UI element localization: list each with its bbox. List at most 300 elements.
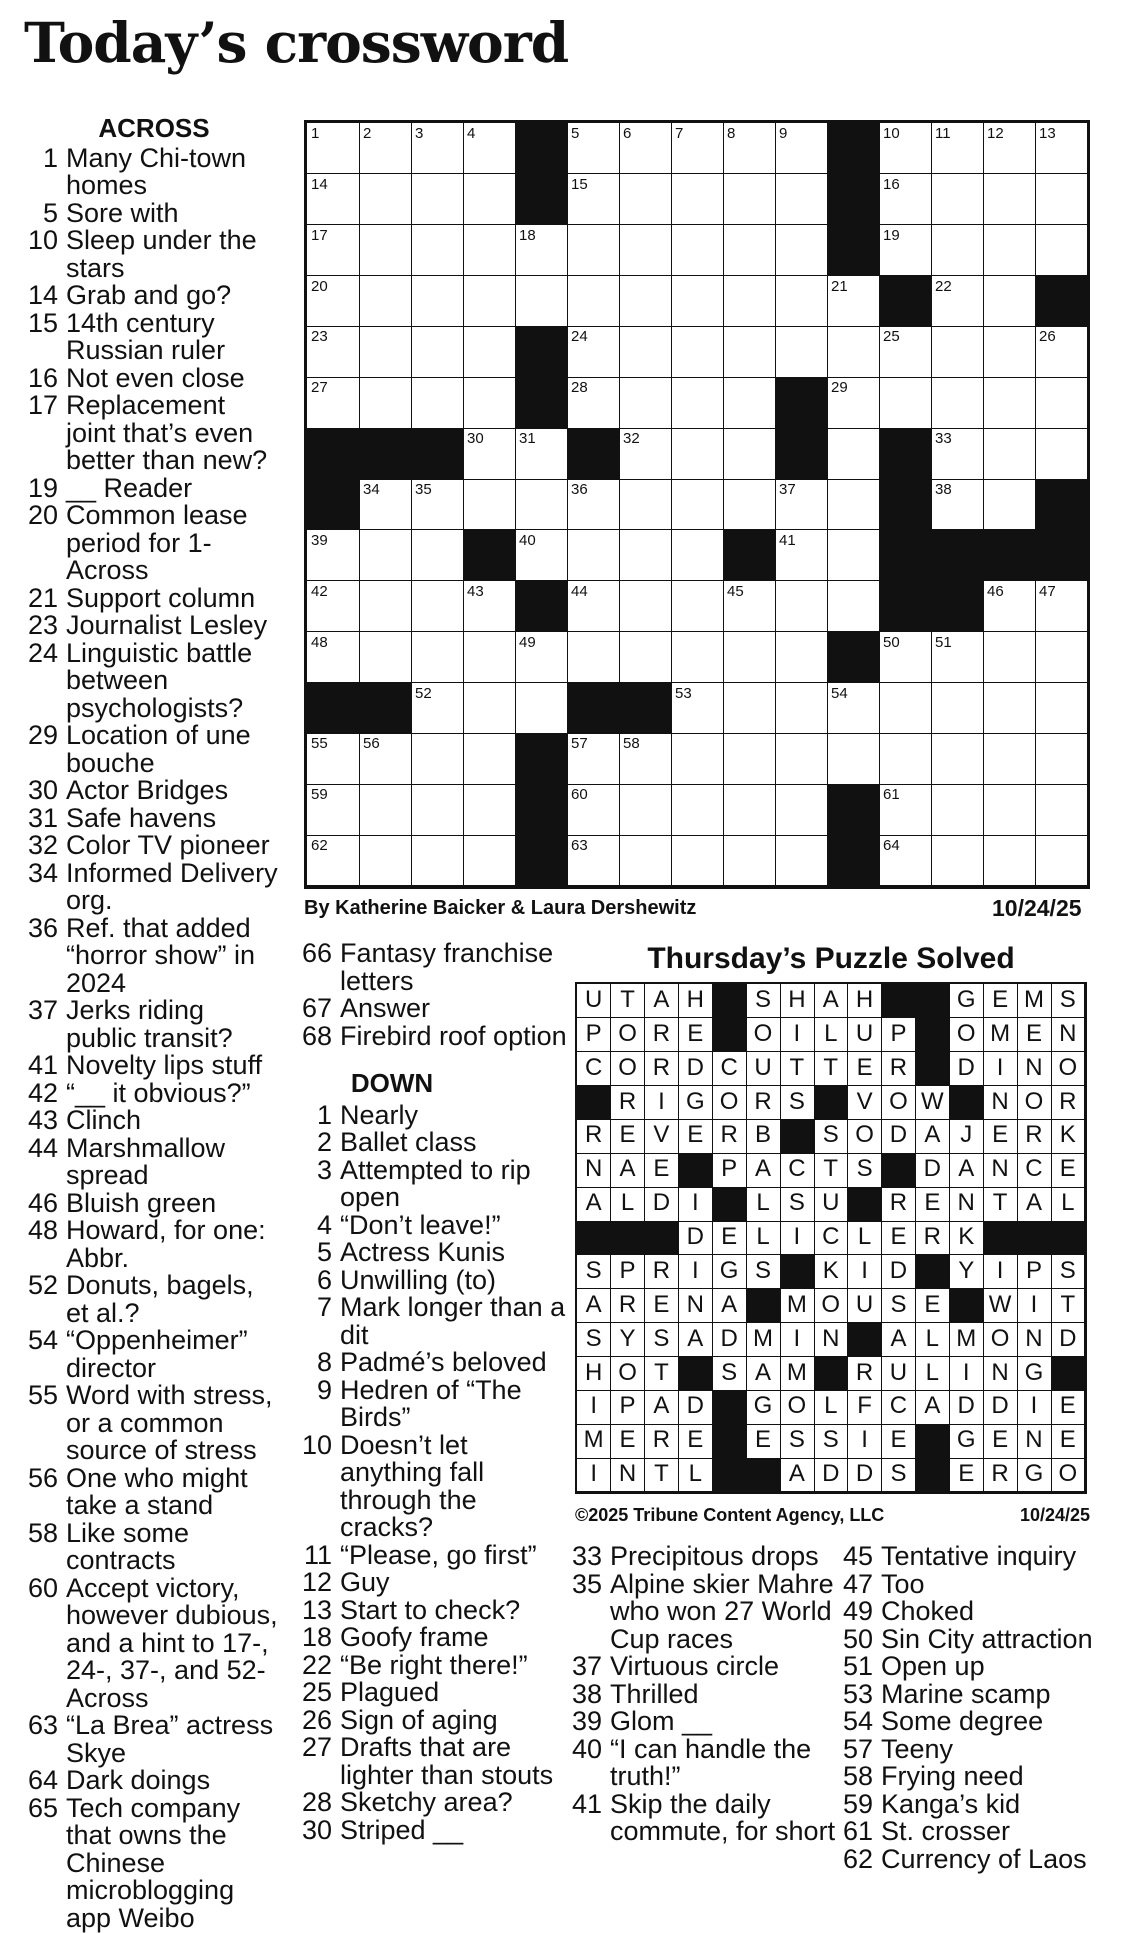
grid-cell[interactable] xyxy=(359,835,412,886)
grid-cell[interactable] xyxy=(567,784,620,835)
solution-cell: M xyxy=(746,1323,780,1357)
grid-cell[interactable] xyxy=(619,530,672,581)
grid-cell[interactable] xyxy=(619,377,672,428)
clue-number: 59 xyxy=(843,1788,874,1819)
grid-cell[interactable] xyxy=(879,784,932,835)
grid-cell[interactable] xyxy=(567,225,620,276)
clue-text: Marine scamp xyxy=(881,1678,1051,1709)
grid-cell[interactable] xyxy=(983,835,1036,886)
grid-cell[interactable] xyxy=(827,683,880,734)
solution-cell: R xyxy=(882,1187,916,1221)
clue-text: Drafts that are lighter than stouts xyxy=(340,1732,554,1790)
solution-cell: G xyxy=(950,1424,984,1458)
grid-cell[interactable] xyxy=(775,683,828,734)
grid-cell[interactable] xyxy=(307,174,360,225)
grid-cell[interactable] xyxy=(827,276,880,327)
grid-cell[interactable] xyxy=(515,683,568,734)
grid-cell[interactable] xyxy=(1035,174,1088,225)
grid-cell[interactable] xyxy=(671,632,724,683)
grid-cell[interactable] xyxy=(1035,428,1088,479)
grid-cell[interactable] xyxy=(463,377,516,428)
grid-cell[interactable] xyxy=(359,377,412,428)
cell-number: 42 xyxy=(311,582,328,600)
grid-cell[interactable] xyxy=(359,276,412,327)
grid-cell[interactable] xyxy=(411,784,464,835)
down-clue xyxy=(302,1624,567,1652)
grid-cell[interactable] xyxy=(827,377,880,428)
clue-text: __ Reader xyxy=(66,472,193,503)
grid-cell[interactable] xyxy=(515,428,568,479)
grid-cell[interactable] xyxy=(619,479,672,530)
grid-cell[interactable] xyxy=(879,123,932,174)
grid-cell[interactable] xyxy=(983,326,1036,377)
grid-cell[interactable] xyxy=(671,174,724,225)
clue-text: One who might take a stand xyxy=(66,1462,248,1520)
grid-cell[interactable] xyxy=(879,174,932,225)
grid-cell[interactable] xyxy=(515,479,568,530)
grid-cell[interactable] xyxy=(775,581,828,632)
grid-cell[interactable] xyxy=(463,835,516,886)
solution-cell: I xyxy=(577,1458,611,1492)
grid-cell[interactable] xyxy=(879,683,932,734)
solution-cell: A xyxy=(577,1187,611,1221)
solution-cell: M xyxy=(950,1323,984,1357)
grid-cell[interactable] xyxy=(671,377,724,428)
grid-cell[interactable] xyxy=(411,174,464,225)
grid-cell[interactable] xyxy=(775,326,828,377)
grid-cell[interactable] xyxy=(567,632,620,683)
grid-cell[interactable] xyxy=(463,479,516,530)
clue-number: 65 xyxy=(28,1792,59,1823)
solution-cell: E xyxy=(950,1458,984,1492)
solution-cell: E xyxy=(848,1052,882,1086)
grid-cell[interactable] xyxy=(671,225,724,276)
down-clue xyxy=(302,1679,567,1707)
byline: By Katherine Baicker & Laura Dershewitz xyxy=(304,897,697,919)
grid-cell[interactable] xyxy=(983,784,1036,835)
grid-cell[interactable] xyxy=(307,530,360,581)
grid-cell[interactable] xyxy=(1035,733,1088,784)
grid-cell[interactable] xyxy=(931,632,984,683)
cell-number: 7 xyxy=(675,125,684,142)
solution-cell: A xyxy=(712,1289,746,1323)
black-square xyxy=(827,174,880,225)
solution-cell: C xyxy=(814,1221,848,1255)
down-clue xyxy=(302,1539,567,1570)
grid-cell[interactable] xyxy=(307,784,360,835)
grid-cell[interactable] xyxy=(463,581,516,632)
solution-cell: D xyxy=(679,1221,713,1255)
grid-cell[interactable] xyxy=(1035,581,1088,632)
cell-number: 61 xyxy=(883,786,900,804)
grid-cell[interactable] xyxy=(463,225,516,276)
grid-cell[interactable] xyxy=(723,581,776,632)
clue-text: Clinch xyxy=(66,1105,142,1135)
grid-cell[interactable] xyxy=(307,377,360,428)
solution-cell: E xyxy=(1051,1153,1085,1187)
down-clue xyxy=(302,1814,567,1845)
clue-text: Striped __ xyxy=(340,1814,464,1845)
grid-cell[interactable] xyxy=(359,123,412,174)
solution-cell: R xyxy=(645,1255,679,1289)
grid-cell[interactable] xyxy=(879,835,932,886)
down-clue xyxy=(302,1789,567,1817)
grid-cell[interactable] xyxy=(411,479,464,530)
grid-cell[interactable] xyxy=(307,835,360,886)
clue-number: 45 xyxy=(843,1541,874,1571)
black-square xyxy=(515,174,568,225)
solution-cell: C xyxy=(577,1052,611,1086)
clue-text: Many Chi-town homes xyxy=(66,142,247,200)
grid-cell[interactable] xyxy=(307,733,360,784)
solution-cell: A xyxy=(950,1153,984,1187)
clue-number: 33 xyxy=(572,1541,603,1571)
clue-text: Bluish green xyxy=(66,1187,217,1218)
grid-cell[interactable] xyxy=(567,276,620,327)
clue-number: 48 xyxy=(28,1215,59,1245)
cell-number: 43 xyxy=(467,582,484,600)
grid-cell[interactable] xyxy=(567,326,620,377)
grid-cell[interactable] xyxy=(463,683,516,734)
grid-cell[interactable] xyxy=(879,377,932,428)
grid-cell[interactable] xyxy=(567,733,620,784)
solution-black-square xyxy=(712,1458,746,1492)
grid-cell[interactable] xyxy=(359,174,412,225)
grid-cell[interactable] xyxy=(515,632,568,683)
solution-black-square xyxy=(712,1187,746,1221)
grid-cell[interactable] xyxy=(931,174,984,225)
solution-cell: G xyxy=(950,984,984,1018)
grid-cell[interactable] xyxy=(931,276,984,327)
clue-text: Replacement joint that’s even better than new? xyxy=(66,390,268,475)
grid-cell[interactable] xyxy=(827,428,880,479)
across-clue xyxy=(28,912,280,998)
solution-cell: O xyxy=(814,1289,848,1323)
grid-cell[interactable] xyxy=(463,784,516,835)
down-clue xyxy=(302,1209,567,1240)
grid-cell[interactable] xyxy=(723,276,776,327)
grid-cell[interactable] xyxy=(567,530,620,581)
grid-cell[interactable] xyxy=(983,479,1036,530)
solution-cell: L xyxy=(746,1221,780,1255)
grid-cell[interactable] xyxy=(775,174,828,225)
grid-cell[interactable] xyxy=(827,479,880,530)
clue-number: 58 xyxy=(843,1761,874,1791)
solution-cell: L xyxy=(814,1018,848,1052)
cell-number: 11 xyxy=(935,125,951,142)
clue-text: St. crosser xyxy=(881,1816,1011,1846)
cell-number: 55 xyxy=(311,735,328,753)
grid-cell[interactable] xyxy=(775,225,828,276)
grid-cell[interactable] xyxy=(775,276,828,327)
clue-number: 53 xyxy=(843,1678,874,1709)
grid-cell[interactable] xyxy=(567,377,620,428)
grid-cell[interactable] xyxy=(567,479,620,530)
copyright: ©2025 Tribune Content Agency, LLC xyxy=(575,1505,885,1525)
grid-cell[interactable] xyxy=(567,835,620,886)
solution-black-square xyxy=(1051,1357,1085,1391)
cell-number: 59 xyxy=(311,786,328,804)
clue-number: 60 xyxy=(28,1572,59,1603)
grid-cell[interactable] xyxy=(619,123,672,174)
grid-cell[interactable] xyxy=(1035,784,1088,835)
grid-cell[interactable] xyxy=(359,733,412,784)
grid-cell[interactable] xyxy=(411,530,464,581)
solution-cell: L xyxy=(916,1357,950,1391)
grid-cell[interactable] xyxy=(671,276,724,327)
grid-cell[interactable] xyxy=(931,225,984,276)
cell-number: 30 xyxy=(467,430,484,448)
grid-cell[interactable] xyxy=(775,733,828,784)
black-square xyxy=(879,479,932,530)
grid-cell[interactable] xyxy=(723,326,776,377)
grid-cell[interactable] xyxy=(931,683,984,734)
grid-cell[interactable] xyxy=(983,377,1036,428)
grid-cell[interactable] xyxy=(619,784,672,835)
grid-cell[interactable] xyxy=(671,581,724,632)
grid-cell[interactable] xyxy=(411,835,464,886)
solution-cell: A xyxy=(916,1390,950,1424)
grid-cell[interactable] xyxy=(359,225,412,276)
grid-cell[interactable] xyxy=(619,835,672,886)
grid-cell[interactable] xyxy=(775,530,828,581)
grid-cell[interactable] xyxy=(775,123,828,174)
grid-cell[interactable] xyxy=(983,123,1036,174)
grid-cell[interactable] xyxy=(411,683,464,734)
grid-cell[interactable] xyxy=(671,784,724,835)
grid-cell[interactable] xyxy=(983,174,1036,225)
grid-cell[interactable] xyxy=(723,784,776,835)
grid-cell[interactable] xyxy=(307,326,360,377)
clue-number: 22 xyxy=(302,1649,333,1680)
grid-cell[interactable] xyxy=(671,123,724,174)
down-clue xyxy=(302,1129,567,1157)
solution-black-square xyxy=(746,1289,780,1323)
clue-text: Choked xyxy=(881,1596,975,1626)
grid-cell[interactable] xyxy=(463,733,516,784)
grid-cell[interactable] xyxy=(1035,225,1088,276)
grid-cell[interactable] xyxy=(359,632,412,683)
grid-cell[interactable] xyxy=(619,326,672,377)
across-clue xyxy=(28,777,280,805)
cell-number: 5 xyxy=(571,125,580,142)
crossword-grid[interactable] xyxy=(304,120,1090,889)
grid-cell[interactable] xyxy=(983,632,1036,683)
grid-cell[interactable] xyxy=(515,276,568,327)
grid-cell[interactable] xyxy=(411,581,464,632)
grid-cell[interactable] xyxy=(567,174,620,225)
clue-text: Padmé’s beloved xyxy=(340,1347,547,1377)
clue-text: Tentative inquiry xyxy=(881,1541,1077,1571)
grid-cell[interactable] xyxy=(463,428,516,479)
grid-cell[interactable] xyxy=(983,683,1036,734)
grid-cell[interactable] xyxy=(671,733,724,784)
grid-cell[interactable] xyxy=(1035,835,1088,886)
grid-cell[interactable] xyxy=(775,784,828,835)
cell-number: 50 xyxy=(883,633,900,651)
solution-cell: O xyxy=(611,1018,645,1052)
solution-cell: R xyxy=(611,1289,645,1323)
clue-text: Some degree xyxy=(881,1706,1044,1736)
grid-cell[interactable] xyxy=(619,632,672,683)
grid-cell[interactable] xyxy=(463,632,516,683)
grid-cell[interactable] xyxy=(775,479,828,530)
grid-cell[interactable] xyxy=(827,581,880,632)
solution-cell: E xyxy=(611,1119,645,1153)
down-clue xyxy=(843,1568,1128,1599)
grid-cell[interactable] xyxy=(671,530,724,581)
grid-cell[interactable] xyxy=(931,733,984,784)
grid-cell[interactable] xyxy=(879,632,932,683)
grid-cell[interactable] xyxy=(671,479,724,530)
grid-cell[interactable] xyxy=(619,428,672,479)
black-square xyxy=(567,683,620,734)
grid-cell[interactable] xyxy=(307,581,360,632)
solution-cell: P xyxy=(611,1255,645,1289)
grid-cell[interactable] xyxy=(983,276,1036,327)
solution-cell: T xyxy=(814,1052,848,1086)
grid-cell[interactable] xyxy=(775,835,828,886)
grid-cell[interactable] xyxy=(723,733,776,784)
grid-cell[interactable] xyxy=(827,530,880,581)
grid-cell[interactable] xyxy=(411,123,464,174)
grid-cell[interactable] xyxy=(723,225,776,276)
grid-cell[interactable] xyxy=(723,174,776,225)
grid-cell[interactable] xyxy=(307,276,360,327)
grid-cell[interactable] xyxy=(931,123,984,174)
grid-cell[interactable] xyxy=(463,276,516,327)
grid-cell[interactable] xyxy=(879,225,932,276)
cell-number: 6 xyxy=(623,125,632,142)
grid-cell[interactable] xyxy=(931,326,984,377)
copyright-date: 10/24/25 xyxy=(1020,1505,1091,1525)
grid-cell[interactable] xyxy=(723,632,776,683)
cell-number: 22 xyxy=(935,277,952,295)
grid-cell[interactable] xyxy=(931,377,984,428)
grid-cell[interactable] xyxy=(411,225,464,276)
grid-cell[interactable] xyxy=(931,428,984,479)
grid-cell[interactable] xyxy=(515,225,568,276)
grid-cell[interactable] xyxy=(619,581,672,632)
grid-cell[interactable] xyxy=(307,225,360,276)
grid-cell[interactable] xyxy=(463,174,516,225)
solution-cell: D xyxy=(916,1153,950,1187)
clue-text: Sketchy area? xyxy=(340,1787,513,1817)
solution-cell: R xyxy=(746,1086,780,1120)
grid-cell[interactable] xyxy=(1035,326,1088,377)
grid-cell[interactable] xyxy=(931,479,984,530)
cell-number: 33 xyxy=(935,430,952,448)
grid-cell[interactable] xyxy=(671,326,724,377)
grid-cell[interactable] xyxy=(879,326,932,377)
grid-cell[interactable] xyxy=(359,784,412,835)
grid-cell[interactable] xyxy=(307,123,360,174)
grid-cell[interactable] xyxy=(931,784,984,835)
grid-cell[interactable] xyxy=(983,581,1036,632)
black-square xyxy=(307,683,360,734)
grid-cell[interactable] xyxy=(567,581,620,632)
solution-black-square xyxy=(577,1221,611,1255)
clue-text: “La Brea” actress Skye xyxy=(66,1710,274,1768)
solution-cell: R xyxy=(1051,1086,1085,1120)
grid-cell[interactable] xyxy=(359,326,412,377)
grid-cell[interactable] xyxy=(983,428,1036,479)
grid-cell[interactable] xyxy=(411,377,464,428)
across-clue xyxy=(28,502,280,585)
clue-text: Kanga’s kid xyxy=(881,1788,1021,1819)
grid-cell[interactable] xyxy=(1035,123,1088,174)
grid-cell[interactable] xyxy=(463,326,516,377)
grid-cell[interactable] xyxy=(1035,632,1088,683)
grid-cell[interactable] xyxy=(827,733,880,784)
grid-cell[interactable] xyxy=(723,123,776,174)
cell-number: 17 xyxy=(311,226,328,244)
grid-cell[interactable] xyxy=(411,276,464,327)
grid-cell[interactable] xyxy=(307,632,360,683)
grid-cell[interactable] xyxy=(931,835,984,886)
grid-cell[interactable] xyxy=(775,632,828,683)
grid-cell[interactable] xyxy=(619,174,672,225)
grid-cell[interactable] xyxy=(723,683,776,734)
solution-cell: N xyxy=(983,1086,1017,1120)
clue-number: 24 xyxy=(28,637,59,668)
clue-number: 26 xyxy=(302,1704,333,1735)
grid-cell[interactable] xyxy=(671,428,724,479)
solution-black-square xyxy=(712,1424,746,1458)
grid-cell[interactable] xyxy=(723,377,776,428)
grid-cell[interactable] xyxy=(827,326,880,377)
grid-cell[interactable] xyxy=(619,225,672,276)
clue-number: 54 xyxy=(28,1325,59,1355)
solution-cell: S xyxy=(814,1424,848,1458)
grid-cell[interactable] xyxy=(359,530,412,581)
grid-cell[interactable] xyxy=(723,428,776,479)
grid-cell[interactable] xyxy=(411,733,464,784)
grid-cell[interactable] xyxy=(619,276,672,327)
clue-text: Linguistic battle between psychologists? xyxy=(66,637,253,723)
grid-cell[interactable] xyxy=(515,530,568,581)
solution-cell: I xyxy=(848,1255,882,1289)
grid-cell[interactable] xyxy=(879,733,932,784)
grid-cell[interactable] xyxy=(359,581,412,632)
solution-cell: S xyxy=(882,1289,916,1323)
grid-cell[interactable] xyxy=(1035,377,1088,428)
grid-cell[interactable] xyxy=(411,632,464,683)
black-square xyxy=(307,479,360,530)
grid-cell[interactable] xyxy=(411,326,464,377)
down-clue xyxy=(302,1594,567,1625)
grid-cell[interactable] xyxy=(619,733,672,784)
clue-number: 52 xyxy=(28,1270,59,1300)
grid-cell[interactable] xyxy=(983,733,1036,784)
grid-cell[interactable] xyxy=(723,835,776,886)
grid-cell[interactable] xyxy=(359,479,412,530)
grid-cell[interactable] xyxy=(463,123,516,174)
solution-cell: O xyxy=(1017,1086,1051,1120)
clue-text: Glom __ xyxy=(610,1706,713,1736)
clue-number: 36 xyxy=(28,912,59,943)
grid-cell[interactable] xyxy=(671,683,724,734)
grid-cell[interactable] xyxy=(723,479,776,530)
grid-cell[interactable] xyxy=(1035,683,1088,734)
grid-cell[interactable] xyxy=(567,123,620,174)
grid-cell[interactable] xyxy=(671,835,724,886)
black-square xyxy=(879,276,932,327)
cell-number: 13 xyxy=(1039,125,1056,142)
clue-number: 41 xyxy=(572,1788,603,1819)
clue-text: “Don’t leave!” xyxy=(340,1209,501,1240)
grid-cell[interactable] xyxy=(983,225,1036,276)
